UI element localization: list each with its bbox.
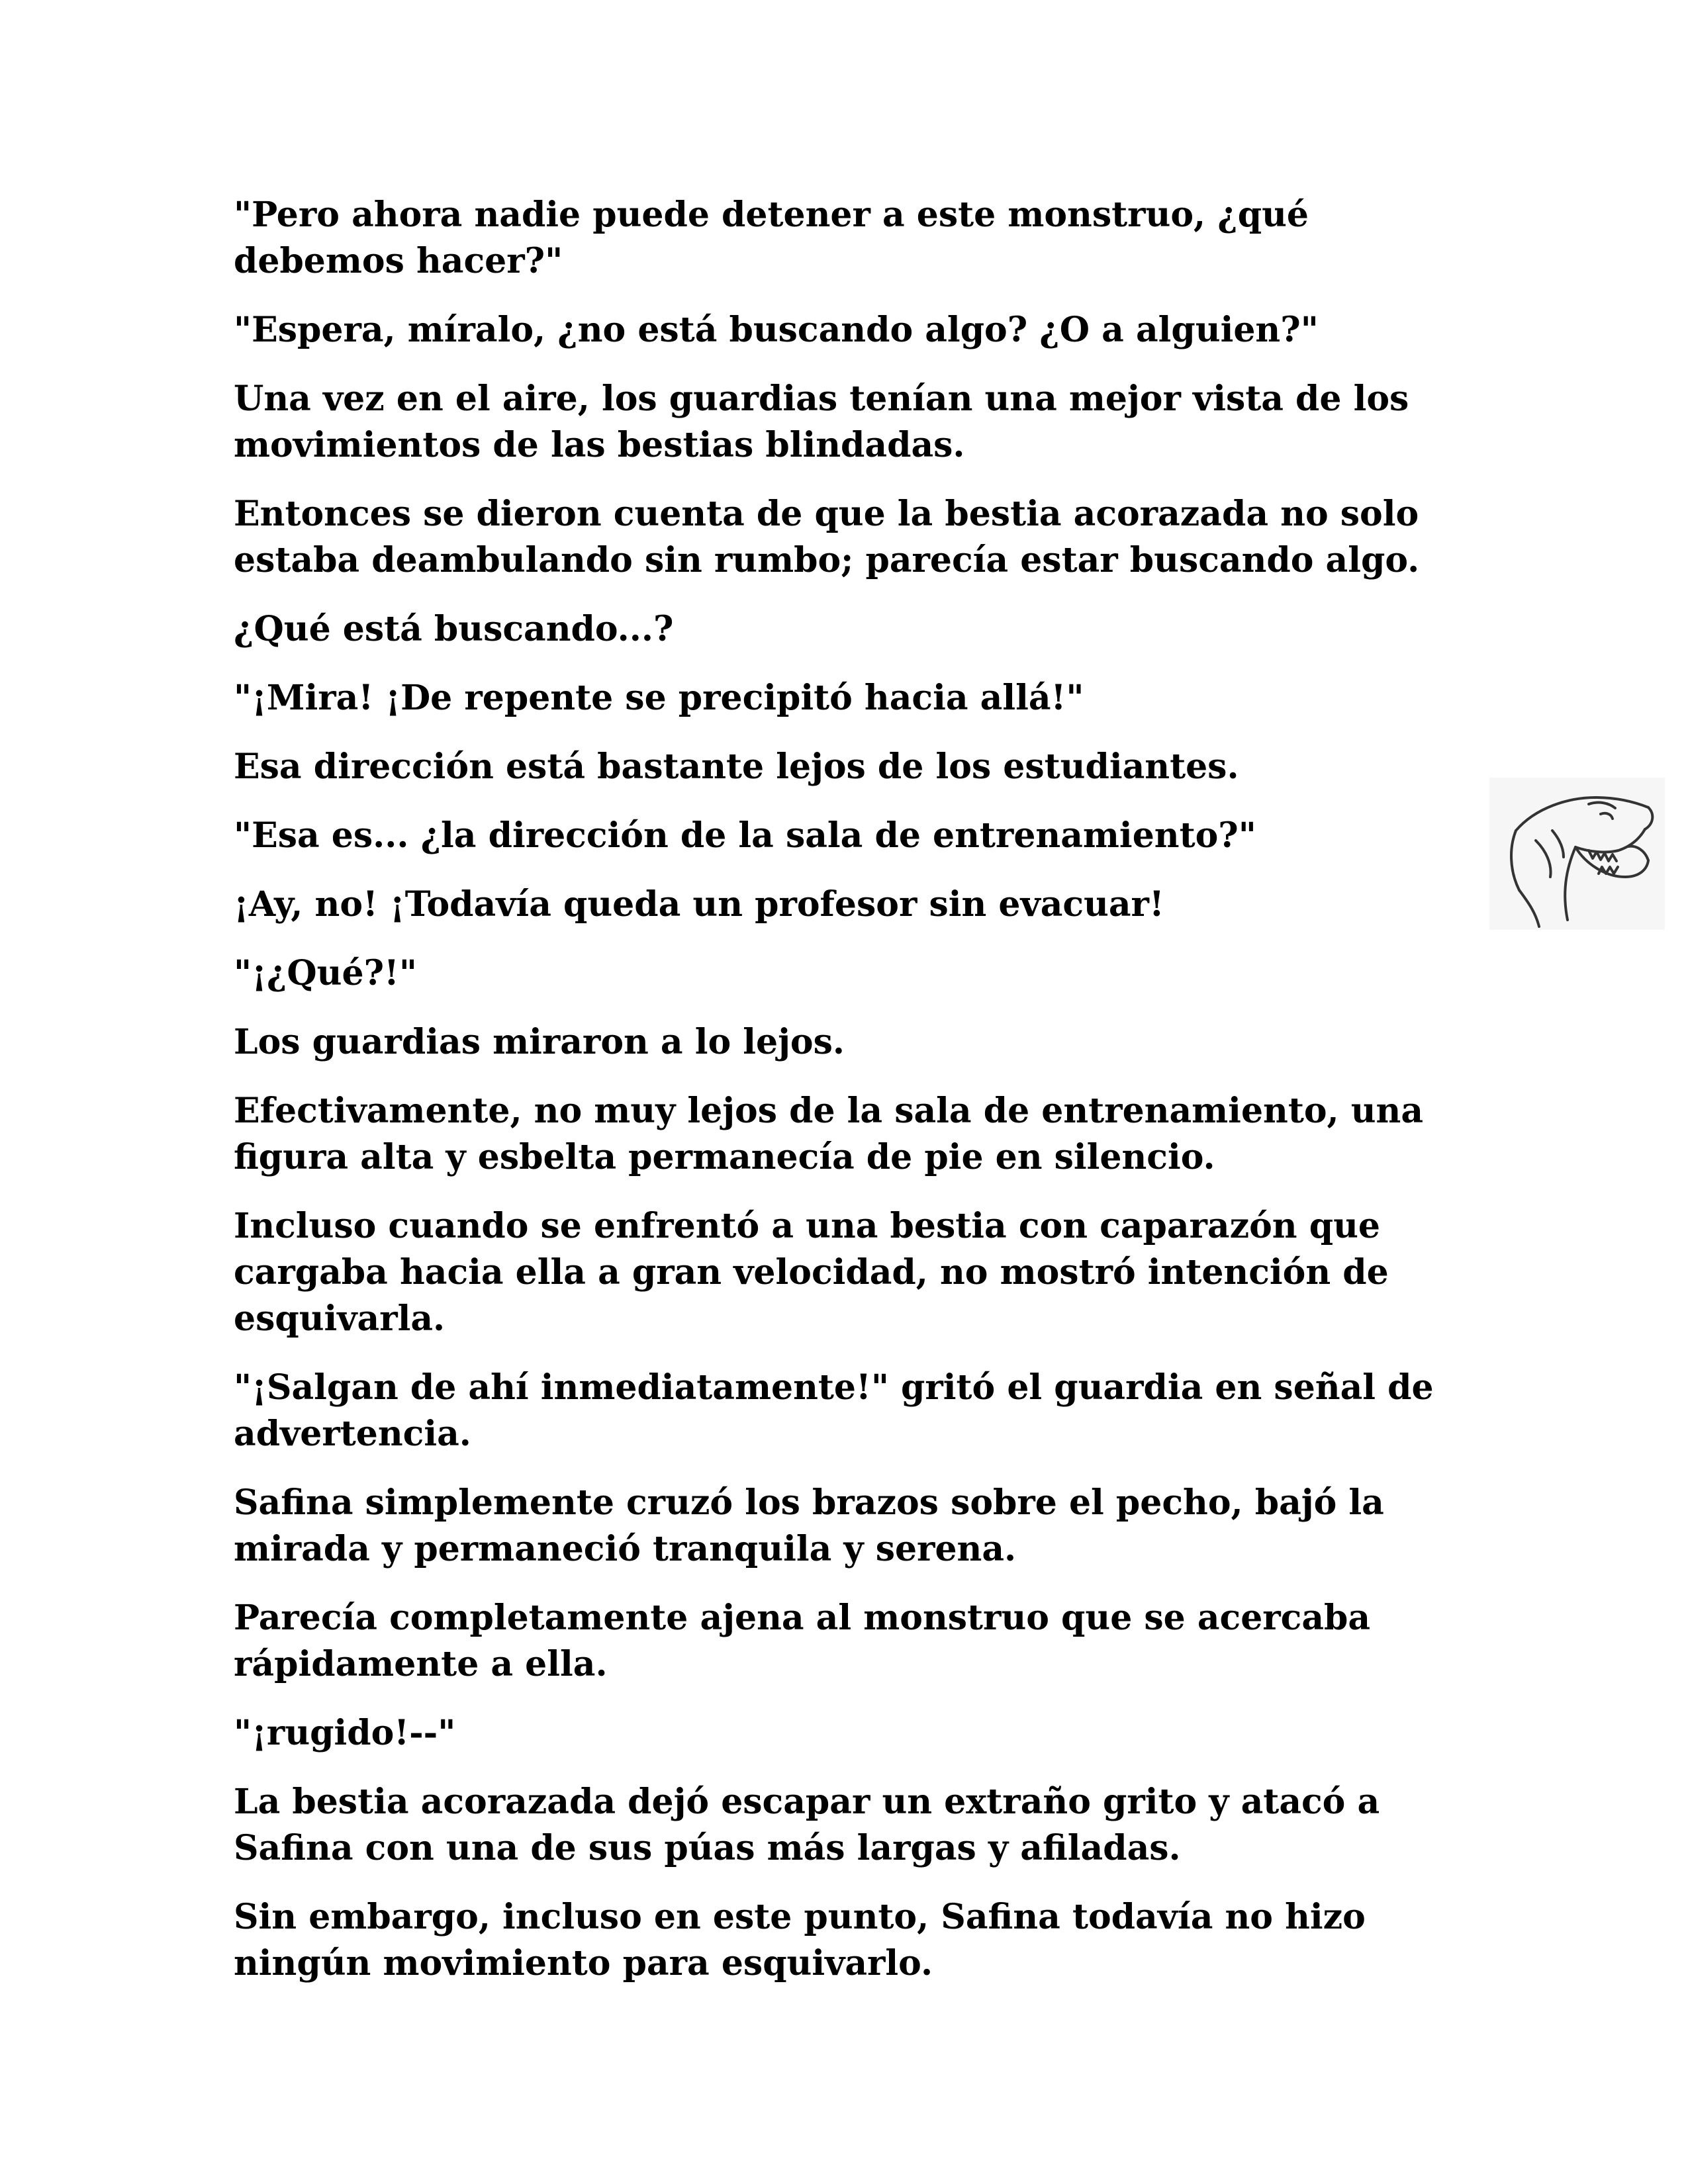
text-column — [234, 192, 1465, 2009]
paragraph: La bestia acorazada dejó escapar un extraño grito y atacó a Safina con una de sus púas más largas y afiladas. — [234, 1782, 1380, 1868]
paragraph: "Espera, míralo, ¿no está buscando algo? ¿O a alguien?" — [234, 310, 1319, 350]
paragraph: "¡Mira! ¡De repente se precipitó hacia allá!" — [234, 678, 1084, 718]
paragraph: Incluso cuando se enfrentó a una bestia con caparazón que cargaba hacia ella a gran velocidad, no mostró intención de esquivarla. — [234, 1206, 1389, 1339]
paragraph: Los guardias miraron a lo lejos. — [234, 1022, 845, 1062]
paragraph: Parecía completamente ajena al monstruo que se acercaba rápidamente a ella. — [234, 1598, 1371, 1684]
paragraph: ¿Qué está buscando...? — [234, 609, 674, 649]
paragraph: "Pero ahora nadie puede detener a este monstruo, ¿qué debemos hacer?" — [234, 195, 1309, 281]
paragraph: Entonces se dieron cuenta de que la bestia acorazada no solo estaba deambulando sin rumbo; parecía estar buscando algo. — [234, 494, 1420, 580]
paragraph: Esa dirección está bastante lejos de los estudiantes. — [234, 747, 1239, 787]
paragraph: ¡Ay, no! ¡Todavía queda un profesor sin evacuar! — [234, 884, 1164, 925]
paragraph: Una vez en el aire, los guardias tenían una mejor vista de los movimientos de las bestias blindadas. — [234, 379, 1409, 465]
paragraph: Safina simplemente cruzó los brazos sobre el pecho, bajó la mirada y permaneció tranquila y serena. — [234, 1482, 1384, 1569]
paragraph: "¡Salgan de ahí inmediatamente!" gritó el guardia en señal de advertencia. — [234, 1367, 1434, 1454]
paragraph: "Esa es... ¿la dirección de la sala de entrenamiento?" — [234, 815, 1256, 856]
dinosaur-head-icon — [1489, 778, 1665, 930]
paragraph: Sin embargo, incluso en este punto, Safina todavía no hizo ningún movimiento para esquivarlo. — [234, 1897, 1366, 1983]
paragraph: Efectivamente, no muy lejos de la sala de entrenamiento, una figura alta y esbelta permanecía de pie en silencio. — [234, 1091, 1424, 1177]
paragraph: "¡¿Qué?!" — [234, 953, 417, 993]
paragraph: "¡rugido!--" — [234, 1713, 456, 1753]
